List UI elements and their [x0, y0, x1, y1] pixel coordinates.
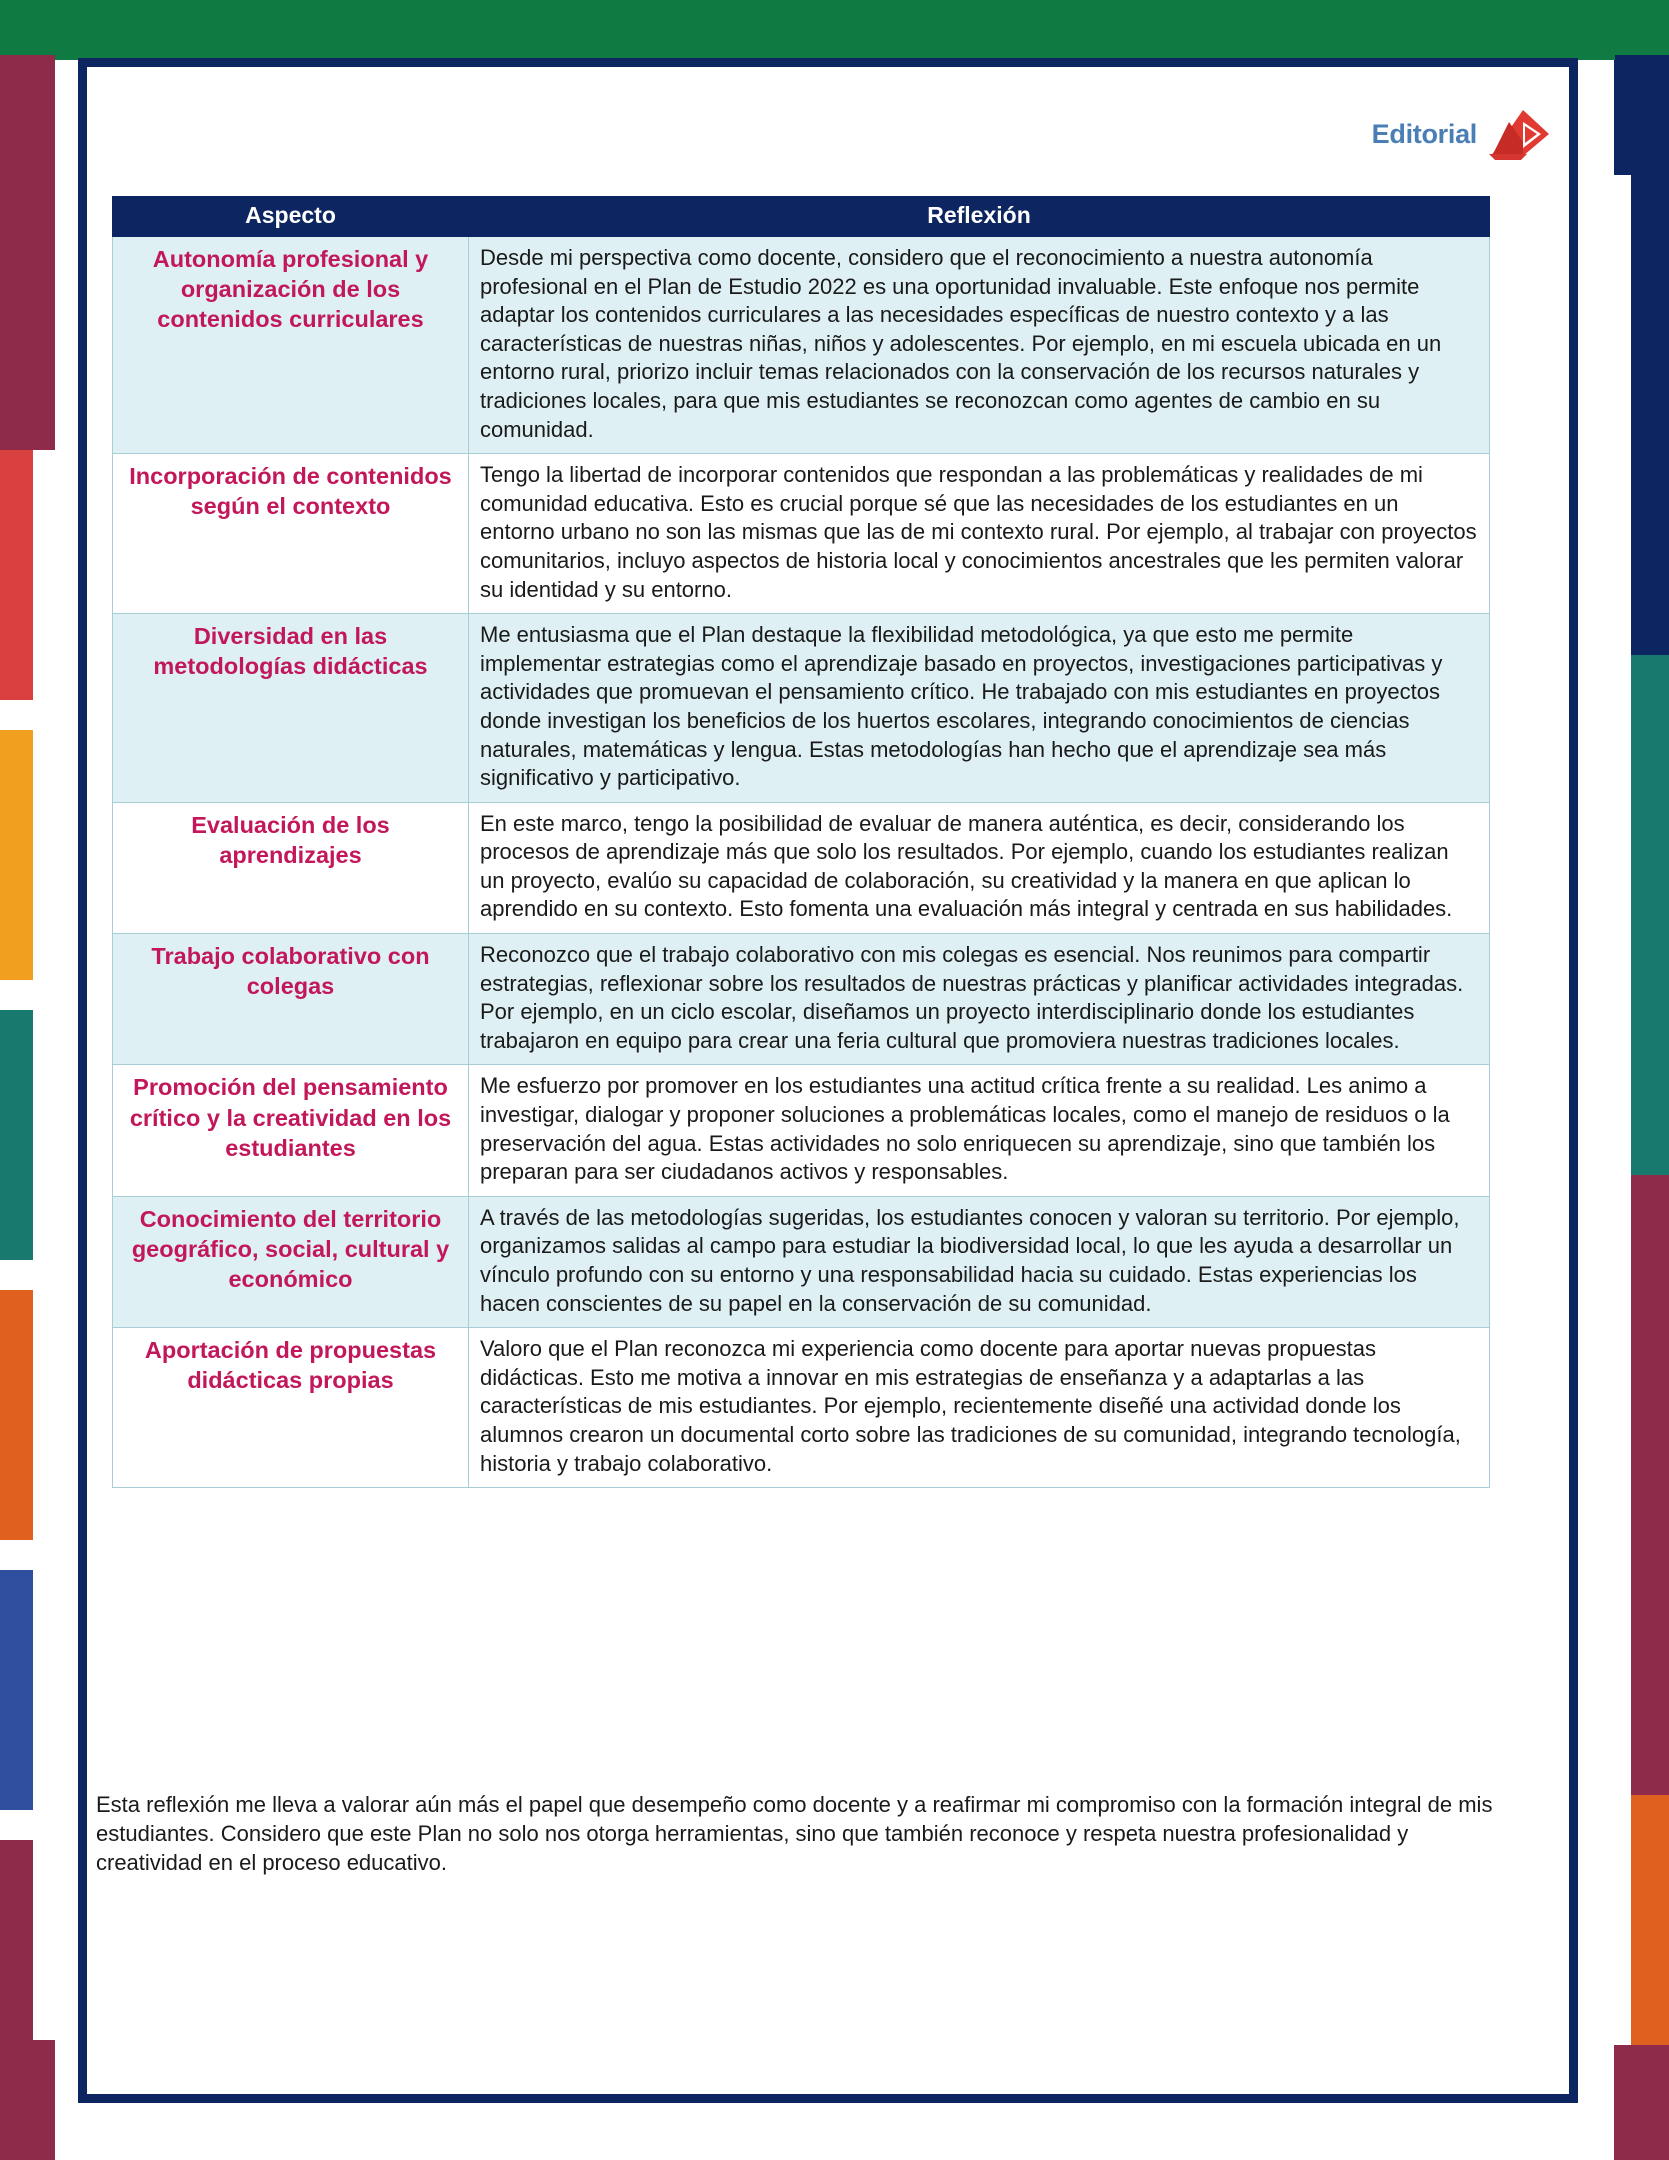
strip-blue [0, 1570, 33, 1810]
strip-gap-4 [0, 1540, 33, 1570]
strip-navy-right [1614, 55, 1669, 175]
table-head [113, 197, 1490, 237]
table-row [113, 237, 1490, 454]
logo-text: Editorial [1371, 118, 1477, 149]
aspect-cell: Aportación de propuestas didácticas propias [113, 1328, 469, 1488]
strip-green-top-right [1614, 0, 1669, 55]
table-row [113, 454, 1490, 614]
table-row [113, 1196, 1490, 1327]
reflection-cell: Me entusiasma que el Plan destaque la flexibilidad metodológica, ya que esto me permite implementar estrategias como el aprendizaje basado en proyectos, investigaciones participativas y actividades que promuevan el pensamiento crítico. He trabajado con mis estudiantes en proyectos donde investigan los beneficios de los huertos escolares, integrando conocimientos de ciencias naturales, matemáticas y lengua. Estas metodologías han hecho que el aprendizaje sea más significativo y participativo. [469, 614, 1490, 803]
strip-orange [0, 730, 33, 980]
strip-maroon [0, 55, 55, 450]
aspect-cell: Diversidad en las metodologías didácticas [113, 614, 469, 803]
table-body [113, 237, 1490, 1488]
strip-gap-5 [0, 1810, 33, 1840]
column-header-reflexion: Reflexión [469, 197, 1490, 237]
aspect-cell: Incorporación de contenidos según el contexto [113, 454, 469, 614]
table-row [113, 1065, 1490, 1196]
table-header-row [113, 197, 1490, 237]
aspect-cell: Promoción del pensamiento crítico y la creatividad en los estudiantes [113, 1065, 469, 1196]
strip-maroon-right [1631, 1175, 1669, 1795]
aspect-cell: Conocimiento del territorio geográfico, social, cultural y económico [113, 1196, 469, 1327]
strip-teal-right [1631, 655, 1669, 1175]
md-triangle-icon [1483, 108, 1549, 160]
column-header-aspecto: Aspecto [113, 197, 469, 237]
aspect-cell: Autonomía profesional y organización de los contenidos curriculares [113, 237, 469, 454]
reflection-table [112, 196, 1490, 1488]
closing-paragraph: Esta reflexión me lleva a valorar aún más el papel que desempeño como docente y a reafirmar mi compromiso con la formación integral de mis estudiantes. Considero que este Plan no solo nos otorga herramientas, sino que también reconoce y respeta nuestra profesionalidad y creatividad en el proceso educativo. [96, 1792, 1493, 1876]
top-green-band [55, 0, 1615, 60]
strip-gap-1 [0, 700, 33, 730]
strip-green-top-left [0, 0, 55, 55]
strip-teal [0, 1010, 33, 1260]
strip-navy-right-2 [1631, 175, 1669, 655]
reflection-cell: Reconozco que el trabajo colaborativo con mis colegas es esencial. Nos reunimos para compartir estrategias, reflexionar sobre los resultados de nuestras prácticas y planificar actividades integradas. Por ejemplo, en un ciclo escolar, diseñamos un proyecto interdisciplinario donde los estudiantes trabajaron en equipo para crear una feria cultural que promoviera nuestras tradiciones locales. [469, 934, 1490, 1065]
strip-red [0, 450, 33, 700]
reflection-cell: Me esfuerzo por promover en los estudiantes una actitud crítica frente a su realidad. Les animo a investigar, dialogar y proponer soluciones a problemáticas locales, como el manejo de residuos o la preservación del agua. Estas actividades no solo enriquecen su aprendizaje, sino que también los preparan para ser ciudadanos activos y responsables. [469, 1065, 1490, 1196]
strip-maroon-2 [0, 1840, 33, 2040]
reflection-cell: En este marco, tengo la posibilidad de evaluar de manera auténtica, es decir, considerando los procesos de aprendizaje más que solo los resultados. Por ejemplo, cuando los estudiantes realizan un proyecto, evalúo su capacidad de colaboración, su creatividad y la manera en que aplican lo aprendido en su contexto. Esto fomenta una evaluación más integral y centrada en sus habilidades. [469, 802, 1490, 933]
strip-gap-2 [0, 980, 33, 1010]
editorial-md-logo [1372, 108, 1549, 160]
table-row [113, 802, 1490, 933]
strip-maroon-right-bottom [1614, 2045, 1669, 2160]
reflection-cell: Tengo la libertad de incorporar contenidos que respondan a las problemáticas y realidades de mi comunidad educativa. Esto es crucial porque sé que las necesidades de los estudiantes en un entorno urbano no son las mismas que las de mi contexto rural. Por ejemplo, al trabajar con proyectos comunitarios, incluyo aspectos de historia local y conocimientos ancestrales que les permiten valorar su identidad y su entorno. [469, 454, 1490, 614]
reflection-cell: A través de las metodologías sugeridas, los estudiantes conocen y valoran su territorio. Por ejemplo, organizamos salidas al campo para estudiar la biodiversidad local, lo que les ayuda a desarrollar un vínculo profundo con su entorno y una responsabilidad hacia su cuidado. Estas experiencias los hacen conscientes de su papel en la conservación de su comunidad. [469, 1196, 1490, 1327]
strip-orange-dark [0, 1290, 33, 1540]
aspect-cell: Trabajo colaborativo con colegas [113, 934, 469, 1065]
table-row [113, 614, 1490, 803]
strip-orange-right [1631, 1795, 1669, 2045]
table-row [113, 1328, 1490, 1488]
reflection-table-container [112, 196, 1490, 1488]
reflection-cell: Desde mi perspectiva como docente, considero que el reconocimiento a nuestra autonomía profesional en el Plan de Estudio 2022 es una oportunidad invaluable. Este enfoque nos permite adaptar los contenidos curriculares a las necesidades específicas de nuestro contexto y a las características de nuestras niñas, niños y adolescentes. Por ejemplo, en mi escuela ubicada en un entorno rural, priorizo incluir temas relacionados con la conservación de los recursos naturales y tradiciones locales, para que mis estudiantes se reconozcan como agentes de cambio en su comunidad. [469, 237, 1490, 454]
reflection-cell: Valoro que el Plan reconozca mi experiencia como docente para aportar nuevas propuestas didácticas. Esto me motiva a innovar en mis estrategias de enseñanza y a adaptarlas a las características de mis estudiantes. Por ejemplo, recientemente diseñé una actividad donde los alumnos crearon un documental corto sobre las tradiciones de su comunidad, integrando tecnología, historia y trabajo colaborativo. [469, 1328, 1490, 1488]
strip-gap-3 [0, 1260, 33, 1290]
table-row [113, 934, 1490, 1065]
aspect-cell: Evaluación de los aprendizajes [113, 802, 469, 933]
strip-maroon-bottom [0, 2040, 55, 2160]
